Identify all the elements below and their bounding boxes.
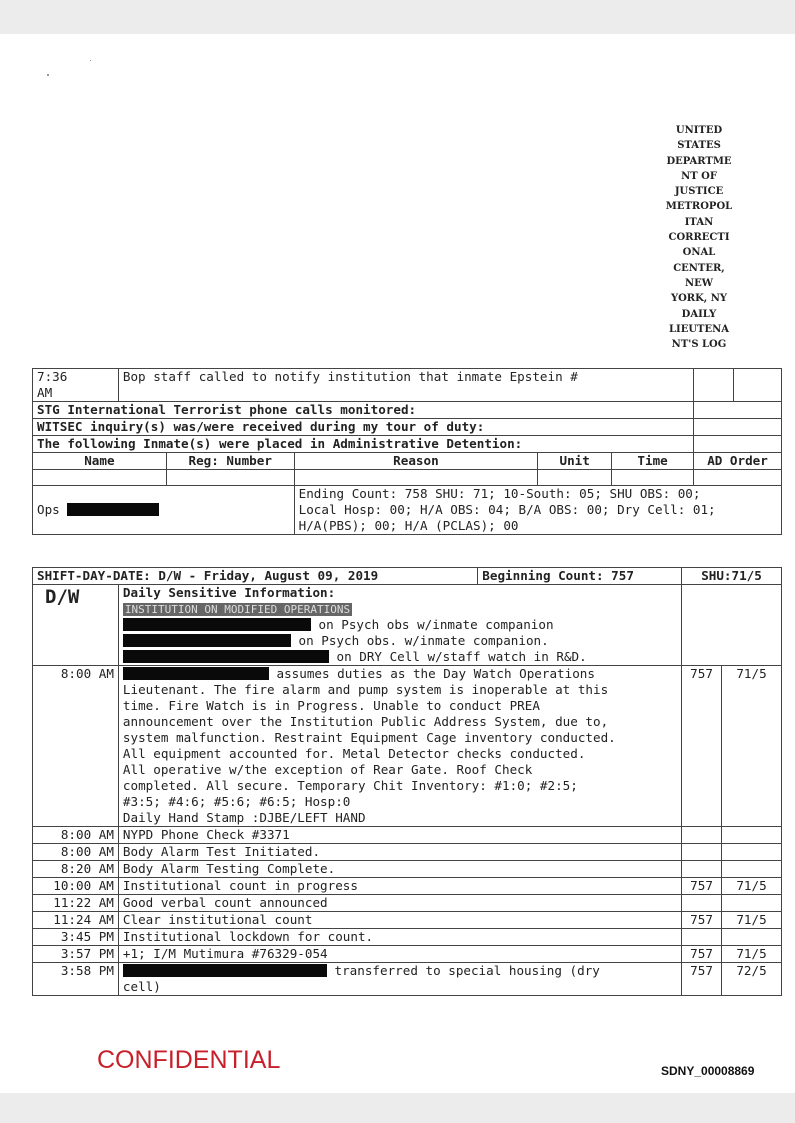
shift-log-table: [32, 567, 782, 996]
header-line: UNITED: [675, 125, 723, 136]
col-reason: Reason: [294, 453, 538, 470]
header-line: NT'S LOG: [671, 339, 727, 351]
entry-text: Bop staff called to notify institution that inmate Epstein #: [118, 369, 693, 402]
shu-cell: 72/5: [722, 963, 782, 996]
shu-cell: [722, 895, 782, 912]
entry-time: 8:00 AM: [33, 844, 119, 861]
entry-text: transferred to special housing (dry cell): [118, 963, 681, 996]
entry-time: 8:00 AM: [33, 827, 119, 844]
log-row: [33, 912, 782, 929]
counts-line: H/A(PBS); 00; H/A (PCLAS); 00: [298, 518, 519, 533]
count-cell: 757: [682, 912, 722, 929]
shu-cell: [722, 929, 782, 946]
header-line: CORRECTI: [668, 232, 730, 244]
col-name: Name: [33, 453, 167, 470]
sensitive-info: Daily Sensitive Information: INSTITUTION ON MODIFIED OPERATIONS on Psych obs w/inmate companion on Psych obs. w/inmate companion. on DRY Cell w/staff watch in R&D.: [118, 585, 681, 666]
redaction-bar: [123, 650, 329, 663]
col-unit: Unit: [538, 453, 612, 470]
log-row: [33, 963, 782, 996]
shu-cell: 71/5: [722, 666, 782, 827]
shu-cell: [722, 844, 782, 861]
count-cell: 757: [682, 963, 722, 996]
header-line: CENTER,: [673, 262, 725, 274]
entry-text: Body Alarm Test Initiated.: [118, 844, 681, 861]
shu-cell: 71/5: [722, 946, 782, 963]
count-cell: [682, 895, 722, 912]
scan-bottom-margin: [0, 1093, 795, 1123]
confidential-stamp: CONFIDENTIAL: [97, 1046, 281, 1074]
shu-total: SHU:71/5: [682, 568, 782, 585]
col-ad-order: AD Order: [694, 453, 782, 470]
entry-text: Body Alarm Testing Complete.: [118, 861, 681, 878]
log-row: [33, 844, 782, 861]
counts-cell: [294, 486, 781, 535]
shu-cell: 71/5: [722, 912, 782, 929]
header-line: ONAL: [682, 247, 716, 259]
shu-cell: [722, 861, 782, 878]
beginning-count: Beginning Count: 757: [478, 568, 682, 585]
header-line: JUSTICE: [674, 186, 724, 198]
ad-cell: [612, 470, 694, 486]
count-cell: [682, 929, 722, 946]
header-line: LIEUTENA: [668, 323, 729, 335]
entry-text: Clear institutional count: [118, 912, 681, 929]
entry-text: Institutional lockdown for count.: [118, 929, 681, 946]
counts-line: Local Hosp: 00; H/A OBS: 04; B/A OBS: 00; Dry Cell: 01;: [298, 502, 716, 517]
sensitive-title: Daily Sensitive Information:: [122, 585, 336, 600]
ad-cell: [694, 470, 782, 486]
stg-heading: STG International Terrorist phone calls monitored:: [33, 402, 694, 419]
count-cell: [682, 827, 722, 844]
entry-time: 3:58 PM: [33, 963, 119, 996]
entry-time: 3:57 PM: [33, 946, 119, 963]
scan-speck: [47, 74, 49, 76]
header-line: METROPOL: [665, 201, 733, 213]
witsec-heading: WITSEC inquiry(s) was/were received during my tour of duty:: [33, 419, 694, 436]
ad-cell: [294, 470, 538, 486]
ad-cell: [538, 470, 612, 486]
log-row: [33, 895, 782, 912]
ad-cell: [166, 470, 294, 486]
count-cell: 757: [682, 946, 722, 963]
blank-cell: [694, 436, 782, 453]
scan-top-margin: [0, 0, 795, 34]
log-row: [33, 878, 782, 895]
header-line: ITAN: [684, 216, 714, 228]
blank-cell: [682, 585, 782, 666]
ad-heading: The following Inmate(s) were placed in Administrative Detention:: [33, 436, 694, 453]
shu-cell: [734, 369, 782, 402]
shu-cell: [722, 827, 782, 844]
entry-time: 3:45 PM: [33, 929, 119, 946]
count-cell: 757: [682, 666, 722, 827]
redaction-bar: [67, 503, 159, 516]
col-reg-number: Reg: Number: [166, 453, 294, 470]
count-cell: [682, 861, 722, 878]
shu-cell: 71/5: [722, 878, 782, 895]
watch-code: D/W: [33, 585, 119, 666]
header-line: NT OF: [681, 170, 717, 182]
log-row: [33, 929, 782, 946]
bates-number: SDNY_00008869: [661, 1064, 755, 1078]
entry-time: 8:00 AM: [33, 666, 119, 827]
header-line: DEPARTME: [666, 155, 732, 167]
document-header: [655, 123, 743, 352]
entry-text: +1; I/M Mutimura #76329-054: [118, 946, 681, 963]
header-line: YORK, NY: [670, 293, 728, 305]
redaction-bar: [123, 618, 311, 631]
redaction-bar: [123, 634, 291, 647]
ops-label: Ops: [37, 502, 60, 517]
count-cell: 757: [682, 878, 722, 895]
entry-time: 10:00 AM: [33, 878, 119, 895]
blank-cell: [694, 419, 782, 436]
count-cell: [682, 844, 722, 861]
entry-text: NYPD Phone Check #3371: [118, 827, 681, 844]
counts-line: Ending Count: 758 SHU: 71; 10-South: 05; SHU OBS: 00;: [298, 486, 701, 501]
header-line: DAILY: [681, 308, 717, 320]
modified-operations-stamp: INSTITUTION ON MODIFIED OPERATIONS: [124, 603, 351, 616]
ops-cell: [33, 486, 295, 535]
entry-time: 7:36 AM: [33, 369, 119, 402]
col-time: Time: [612, 453, 694, 470]
header-line: NEW: [685, 277, 713, 289]
count-cell: [694, 369, 734, 402]
blank-cell: [694, 402, 782, 419]
log-row: [33, 827, 782, 844]
ad-cell: [33, 470, 167, 486]
scan-speck: [90, 60, 91, 61]
redaction-bar: [123, 964, 327, 977]
entry-time: 11:24 AM: [33, 912, 119, 929]
log-row: [33, 861, 782, 878]
entry-time: 11:22 AM: [33, 895, 119, 912]
entry-text: Good verbal count announced: [118, 895, 681, 912]
summary-table: [32, 368, 782, 535]
shift-day-date: SHIFT-DAY-DATE: D/W - Friday, August 09, 2019: [33, 568, 478, 585]
redaction-bar: [123, 667, 269, 680]
entry-text: Institutional count in progress: [118, 878, 681, 895]
entry-time: 8:20 AM: [33, 861, 119, 878]
header-line: STATES: [677, 140, 721, 152]
entry-text: assumes duties as the Day Watch Operations Lieutenant. The fire alarm and pump system is inoperable at this time. Fire Watch is in Progress. Unable to conduct PREA announcement over the Institution Public Address System, due to, system malfunction. Restraint Equipment Cage inventory conducted. All equipment accounted for. Metal Detector checks conducted. All operative w/the exception of Rear Gate. Roof Check completed. All secure. Temporary Chit Inventory: #1:0; #2:5; #3:5; #4:6; #5:6; #6:5; Hosp:0 Daily Hand Stamp :DJBE/LEFT HAND: [118, 666, 681, 827]
log-row: [33, 946, 782, 963]
